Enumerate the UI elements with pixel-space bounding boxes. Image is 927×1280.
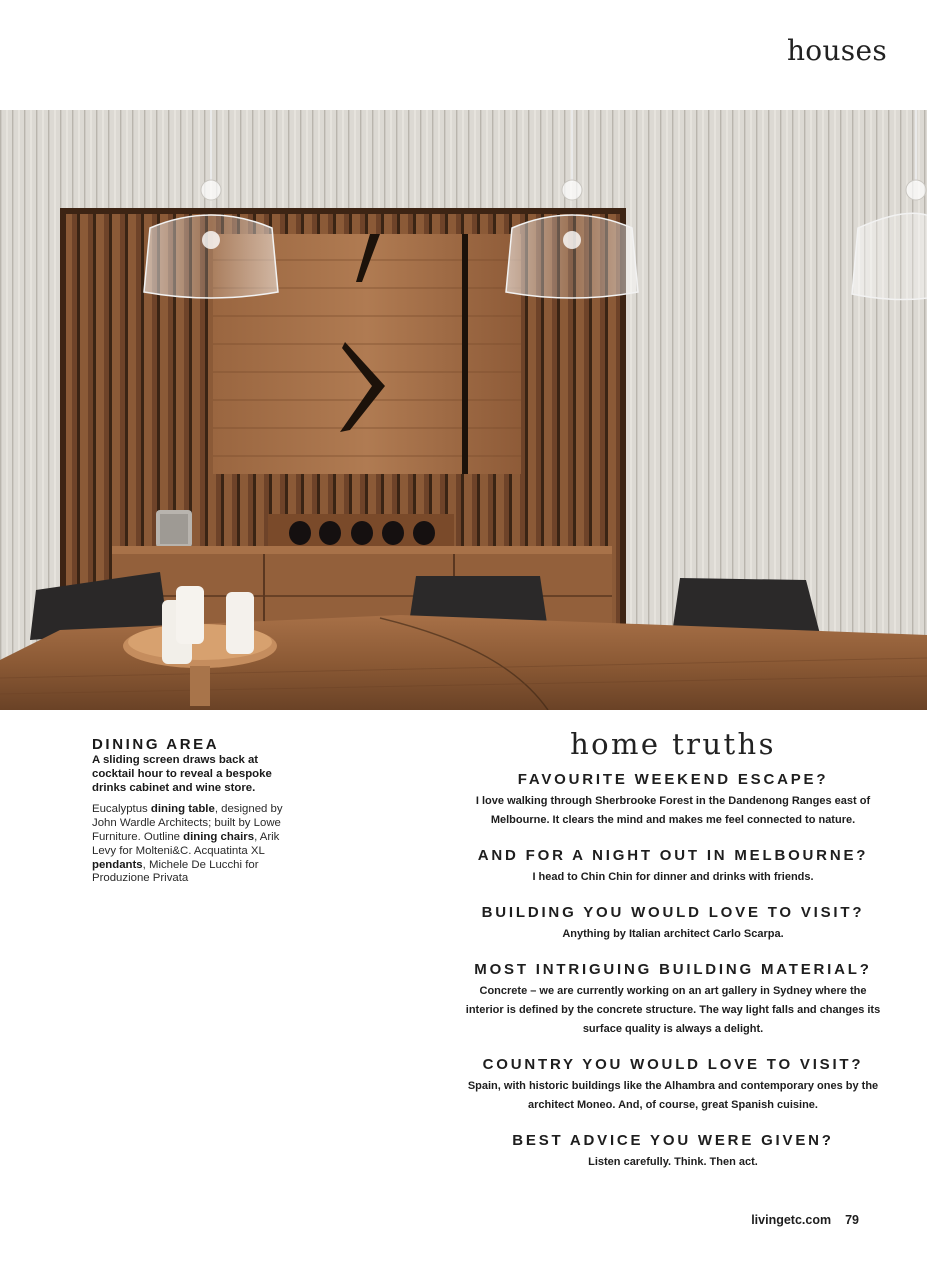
credit-bold: dining table xyxy=(150,803,215,816)
question: MOST INTRIGUING BUILDING MATERIAL? xyxy=(474,961,872,978)
section-tag: houses xyxy=(786,34,887,67)
qa-item xyxy=(460,961,886,1039)
question: AND FOR A NIGHT OUT IN MELBOURNE? xyxy=(477,847,869,864)
credit-bold: pendants xyxy=(92,858,143,871)
qa-item xyxy=(460,847,886,887)
credit-text: Eucalyptus xyxy=(92,803,151,816)
caption-credits xyxy=(92,803,292,886)
credit-text: , designed by John Wardle Architects; built by Lowe Furniture. Outline xyxy=(92,803,283,843)
home-truths-panel xyxy=(460,726,886,1172)
credit-bold: dining chairs xyxy=(183,830,255,843)
qa-item xyxy=(460,1056,886,1115)
answer: Anything by Italian architect Carlo Scarpa. xyxy=(562,928,784,940)
qa-item xyxy=(460,904,886,944)
dining-room-photo xyxy=(0,110,927,710)
question: BUILDING YOU WOULD LOVE TO VISIT? xyxy=(481,904,865,921)
question: FAVOURITE WEEKEND ESCAPE? xyxy=(517,771,829,788)
caption-title: DINING AREA xyxy=(92,736,220,753)
question: BEST ADVICE YOU WERE GIVEN? xyxy=(512,1132,834,1149)
answer: I love walking through Sherbrooke Forest in the Dandenong Ranges east of Melbourne. It clears the mind and makes me feel connected to nature. xyxy=(475,795,871,826)
qa-item xyxy=(460,771,886,830)
qa-item xyxy=(460,1132,886,1172)
page-number: 79 xyxy=(845,1213,859,1227)
caption-lead: A sliding screen draws back at cocktail hour to reveal a bespoke drinks cabinet and wine store. xyxy=(92,754,272,794)
credit-text: , Arik Levy for Molteni&C. Acquatinta XL xyxy=(92,830,280,857)
answer: Concrete – we are currently working on an art gallery in Sydney where the interior is defined by the concrete structure. The way light falls and changes its surface quality is always a delight. xyxy=(465,985,881,1035)
photo-caption xyxy=(92,737,292,886)
answer: Listen carefully. Think. Then act. xyxy=(588,1156,758,1168)
footer-site: livingetc.com xyxy=(751,1213,832,1227)
question: COUNTRY YOU WOULD LOVE TO VISIT? xyxy=(482,1056,864,1073)
answer: I head to Chin Chin for dinner and drinks with friends. xyxy=(532,871,814,883)
credit-text: , Michele De Lucchi for Produzione Privata xyxy=(92,858,259,885)
panel-title: home truths xyxy=(570,727,776,761)
page-footer xyxy=(751,1213,859,1227)
answer: Spain, with historic buildings like the Alhambra and contemporary ones by the architect Moneo. And, of course, great Spanish cuisine. xyxy=(467,1080,879,1111)
